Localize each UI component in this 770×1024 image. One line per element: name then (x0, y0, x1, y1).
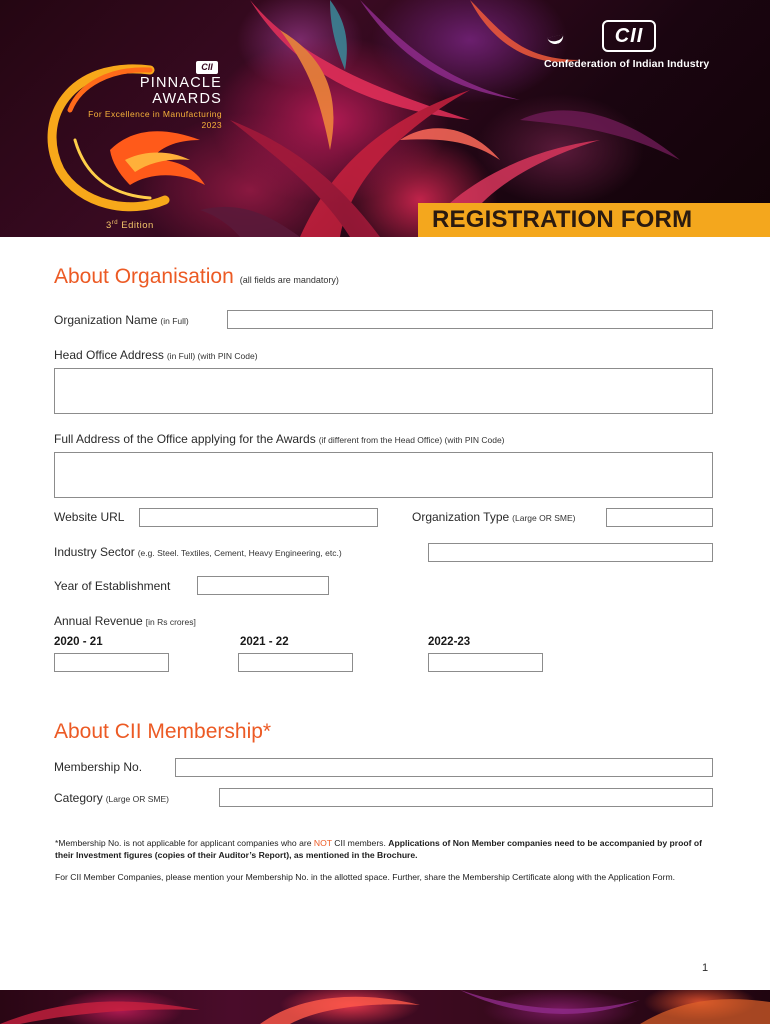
revenue-year-1: 2020 - 21 (54, 636, 103, 648)
cii-tagline: Confederation of Indian Industry (544, 58, 710, 70)
org-name-input[interactable] (227, 310, 713, 329)
sector-input[interactable] (428, 543, 713, 562)
member-instructions: For CII Member Companies, please mention your Membership No. in the allotted space. Further, share the Membership Certificate along with the Application Form. (55, 872, 675, 882)
sector-label: Industry Sector (e.g. Steel. Textiles, Cement, Heavy Engineering, etc.) (54, 545, 342, 559)
revenue-year-2: 2021 - 22 (240, 636, 289, 648)
form-title: REGISTRATION FORM (432, 206, 693, 233)
org-type-input[interactable] (606, 508, 713, 527)
revenue-year-3: 2022-23 (428, 636, 471, 648)
applying-office-input[interactable] (54, 452, 713, 498)
section-title-membership: About CII Membership* (54, 720, 272, 743)
website-input[interactable] (139, 508, 378, 527)
section-title-organisation: About Organisation (all fields are mandatory) (54, 265, 339, 288)
award-title-line2: AWARDS (152, 91, 222, 107)
membership-no-label: Membership No. (54, 760, 143, 774)
head-office-input[interactable] (54, 368, 713, 414)
website-label: Website URL (54, 510, 125, 524)
category-label: Category (Large OR SME) (54, 791, 169, 805)
page-number: 1 (702, 962, 709, 974)
award-title-line1: PINNACLE (139, 75, 222, 91)
award-cii-badge: CII (196, 61, 218, 74)
footer-banner (0, 990, 770, 1024)
header-banner (0, 0, 770, 237)
mandatory-note: (all fields are mandatory) (239, 275, 339, 285)
applying-office-label: Full Address of the Office applying for the Awards (if different from the Head Office) (with PIN Code) (54, 432, 505, 446)
form-title-bar (418, 203, 770, 237)
head-office-label: Head Office Address (in Full) (with PIN Code) (54, 348, 258, 362)
award-year: 2023 (201, 120, 222, 130)
footer-feather-artwork (0, 990, 770, 1024)
year-established-input[interactable] (197, 576, 329, 595)
membership-no-input[interactable] (175, 758, 713, 777)
org-type-label: Organization Type (Large OR SME) (412, 510, 576, 524)
edition-label: 3rd Edition (106, 220, 154, 232)
revenue-2022-23-input[interactable] (428, 653, 543, 672)
category-input[interactable] (219, 788, 713, 807)
membership-note: *Membership No. is not applicable for applicant companies who are NOT CII members. Applications of Non Member companies need to be accompanied by proof of their Investment figures (copies of their Auditor’s Report), as mentioned in the Brochure. (55, 838, 702, 860)
award-subtitle: For Excellence in Manufacturing (88, 109, 222, 119)
revenue-label: Annual Revenue [in Rs crores] (54, 614, 196, 628)
revenue-2021-22-input[interactable] (238, 653, 353, 672)
org-name-label: Organization Name (in Full) (54, 313, 189, 327)
revenue-2020-21-input[interactable] (54, 653, 169, 672)
cii-logo: CII (602, 20, 656, 52)
year-established-label: Year of Establishment (54, 579, 171, 593)
